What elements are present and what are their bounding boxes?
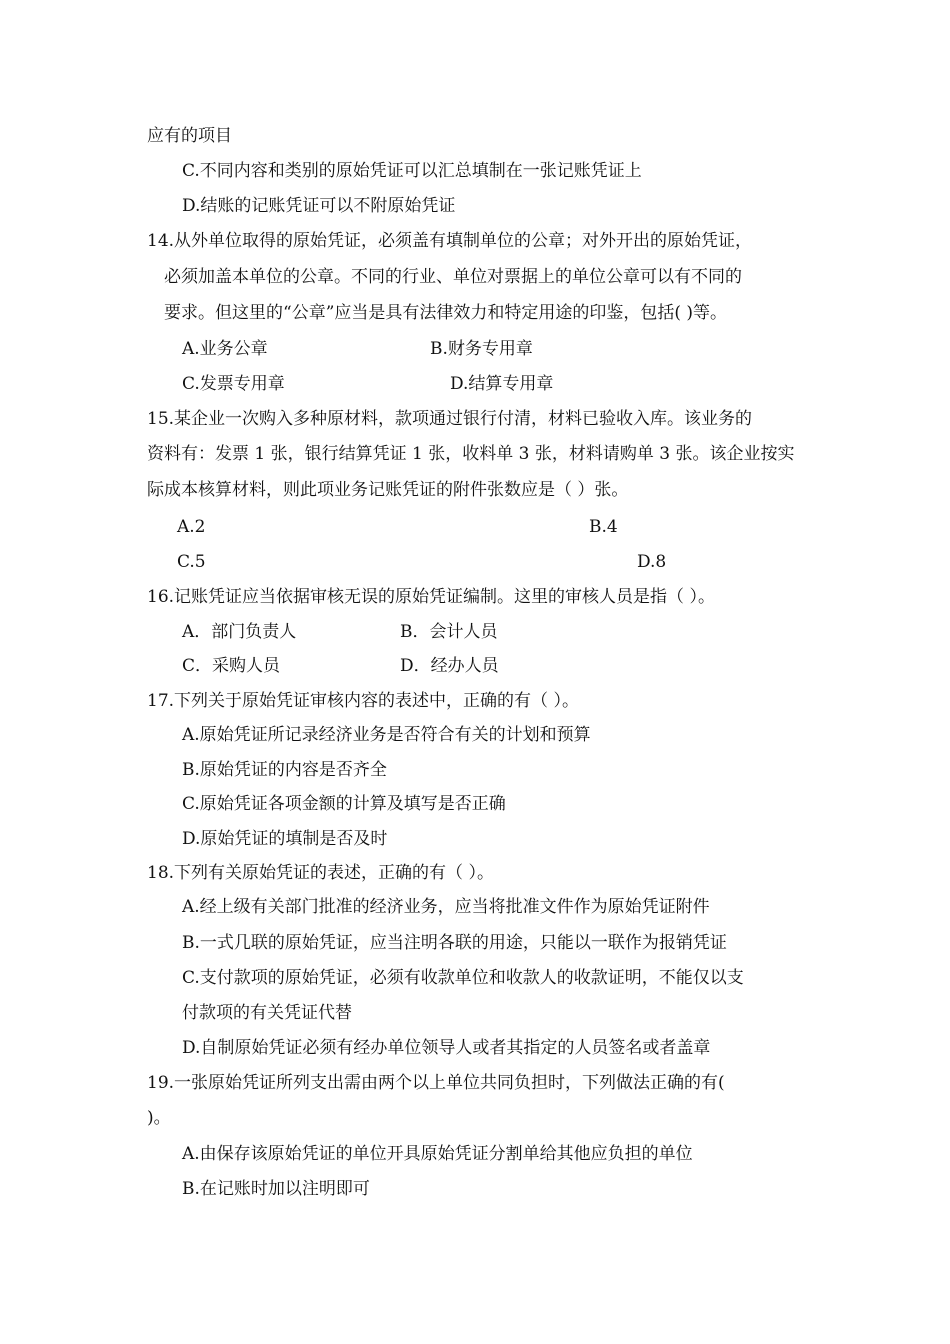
q14-option-b: B.财务专用章 — [430, 339, 533, 359]
q16-option-d: D．经办人员 — [400, 656, 499, 676]
q17-option-d: D.原始凭证的填制是否及时 — [182, 829, 388, 849]
q15-stem-line-2: 资料有：发票 1 张，银行结算凭证 1 张，收料单 3 张，材料请购单 3 张。该企业按实 — [147, 444, 795, 464]
q15-option-c: C.5 — [177, 552, 206, 572]
q16-option-a: A．部门负责人 — [182, 622, 297, 642]
q19-option-a: A.由保存该原始凭证的单位开具原始凭证分割单给其他应负担的单位 — [182, 1144, 693, 1164]
q15-stem-line-3: 际成本核算材料，则此项业务记账凭证的附件张数应是（ ）张。 — [147, 480, 629, 500]
q18-option-a: A.经上级有关部门批准的经济业务，应当将批准文件作为原始凭证附件 — [182, 897, 710, 917]
prev-option-c: C.不同内容和类别的原始凭证可以汇总填制在一张记账凭证上 — [182, 161, 642, 181]
q17-option-b: B.原始凭证的内容是否齐全 — [182, 760, 387, 780]
q15-option-b: B.4 — [589, 517, 618, 537]
q14-stem-line-2: 必须加盖本单位的公章。不同的行业、单位对票据上的单位公章可以有不同的 — [164, 267, 742, 287]
q16-stem: 16.记账凭证应当依据审核无误的原始凭证编制。这里的审核人员是指（ ）。 — [147, 587, 715, 607]
q16-option-b: B．会计人员 — [400, 622, 498, 642]
q17-option-c: C.原始凭证各项金额的计算及填写是否正确 — [182, 794, 506, 814]
q15-stem-line-1: 15.某企业一次购入多种原材料，款项通过银行付清，材料已验收入库。该业务的 — [147, 409, 753, 429]
q18-option-c-line-1: C.支付款项的原始凭证，必须有收款单位和收款人的收款证明，不能仅以支 — [182, 968, 744, 988]
q14-option-c: C.发票专用章 — [182, 374, 285, 394]
q14-option-d: D.结算专用章 — [450, 374, 554, 394]
q19-stem-line-2: )。 — [147, 1108, 171, 1128]
q17-stem: 17.下列关于原始凭证审核内容的表述中，正确的有（ ）。 — [147, 691, 579, 711]
q14-stem-line-3: 要求。但这里的“公章”应当是具有法律效力和特定用途的印鉴，包括( )等。 — [164, 303, 728, 323]
q19-stem-line-1: 19.一张原始凭证所列支出需由两个以上单位共同负担时，下列做法正确的有( — [147, 1073, 725, 1093]
q14-stem-line-1: 14.从外单位取得的原始凭证，必须盖有填制单位的公章；对外开出的原始凭证， — [147, 231, 753, 251]
q18-option-b: B.一式几联的原始凭证，应当注明各联的用途，只能以一联作为报销凭证 — [182, 933, 727, 953]
prev-question-continuation: 应有的项目 — [147, 126, 232, 146]
q15-option-d: D.8 — [637, 552, 667, 572]
q15-option-a: A.2 — [177, 517, 206, 537]
q18-option-c-line-2: 付款项的有关凭证代替 — [182, 1003, 352, 1023]
prev-option-d: D.结账的记账凭证可以不附原始凭证 — [182, 196, 456, 216]
q17-option-a: A.原始凭证所记录经济业务是否符合有关的计划和预算 — [182, 725, 591, 745]
q14-option-a: A.业务公章 — [182, 339, 268, 359]
q19-option-b: B.在记账时加以注明即可 — [182, 1179, 370, 1199]
q16-option-c: C．采购人员 — [182, 656, 281, 676]
q18-option-d: D.自制原始凭证必须有经办单位领导人或者其指定的人员签名或者盖章 — [182, 1038, 711, 1058]
q18-stem: 18.下列有关原始凭证的表述，正确的有（ ）。 — [147, 863, 494, 883]
